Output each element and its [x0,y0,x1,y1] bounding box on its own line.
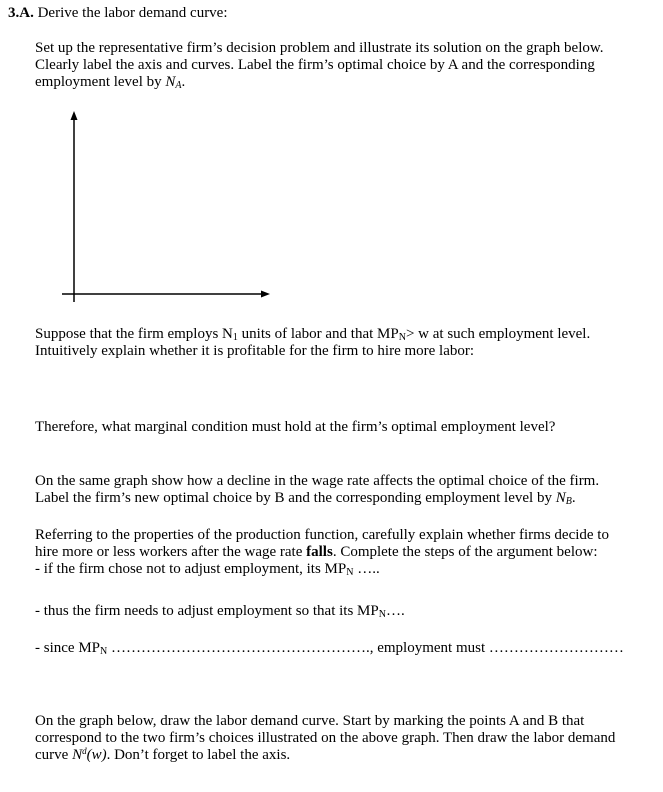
instruction-paragraph-4 [35,473,650,507]
p6-line2: correspond to the two firm’s choices illustrated on the above graph. Then draw the labor demand [35,730,616,746]
p5-line5: - since $MP_N$ ……………………………………………., employment must ……………………… [35,640,624,657]
section-number: 3.A. [8,5,34,21]
p2-line1: Suppose that the firm employs $N_1$ units of labor and that $MP_N> w$ at such employment level. [35,326,591,343]
p1-line1: Set up the representative firm’s decision problem and illustrate its solution on the graph below. [35,40,604,56]
nb-sub: B [565,496,572,507]
p5-line3: - if the firm chose not to adjust employment, its $MP_N$ ….. [35,561,380,578]
p5-line1: Referring to the properties of the production function, carefully explain whether firms decide to [35,527,609,543]
na-sub: A [175,80,182,91]
instruction-paragraph-5 [35,527,650,578]
x-axis [62,291,270,298]
p5-line4: - thus the firm needs to adjust employment so that its $MP_N\dots$. [35,603,405,620]
p6-line1: On the graph below, draw the labor demand curve. Start by marking the points A and B that [35,713,585,729]
x-axis-arrow-icon [261,291,270,298]
section-title: Derive the labor demand curve: [33,5,228,21]
p3-line1: Therefore, what marginal condition must hold at the firm’s optimal employment level? [35,419,556,435]
y-axis-arrow-icon [71,111,78,120]
p6-line3: curve $N^d(w)$. Don’t forget to label the axis. [35,746,291,763]
nd-sup: d [82,746,87,756]
instruction-paragraph-3 [35,419,650,436]
nd-paren: (w) [86,747,107,763]
p1-line2: Clearly label the axis and curves. Label the firm’s optimal choice by A and the corresponding [35,57,595,73]
falls-bold: falls [306,544,333,560]
p4-line1: On the same graph show how a decline in the wage rate affects the optimal choice of the firm. [35,473,600,489]
p2-line2: Intuitively explain whether it is profitable for the firm to hire more labor: [35,343,475,359]
nb-var: N [555,490,566,506]
p1-line3: employment level by $N_A$. [35,74,186,91]
p5-line2: hire more or less workers after the wage rate falls. Complete the steps of the argument below: [35,544,598,560]
na-var: N [165,74,176,90]
p4-line2: Label the firm’s new optimal choice by B and the corresponding employment level by $N_B$. [35,490,576,507]
y-axis [71,111,78,302]
nd-var: N [72,747,83,763]
instruction-paragraph-2 [35,326,650,360]
instruction-paragraph-6 [35,713,650,764]
